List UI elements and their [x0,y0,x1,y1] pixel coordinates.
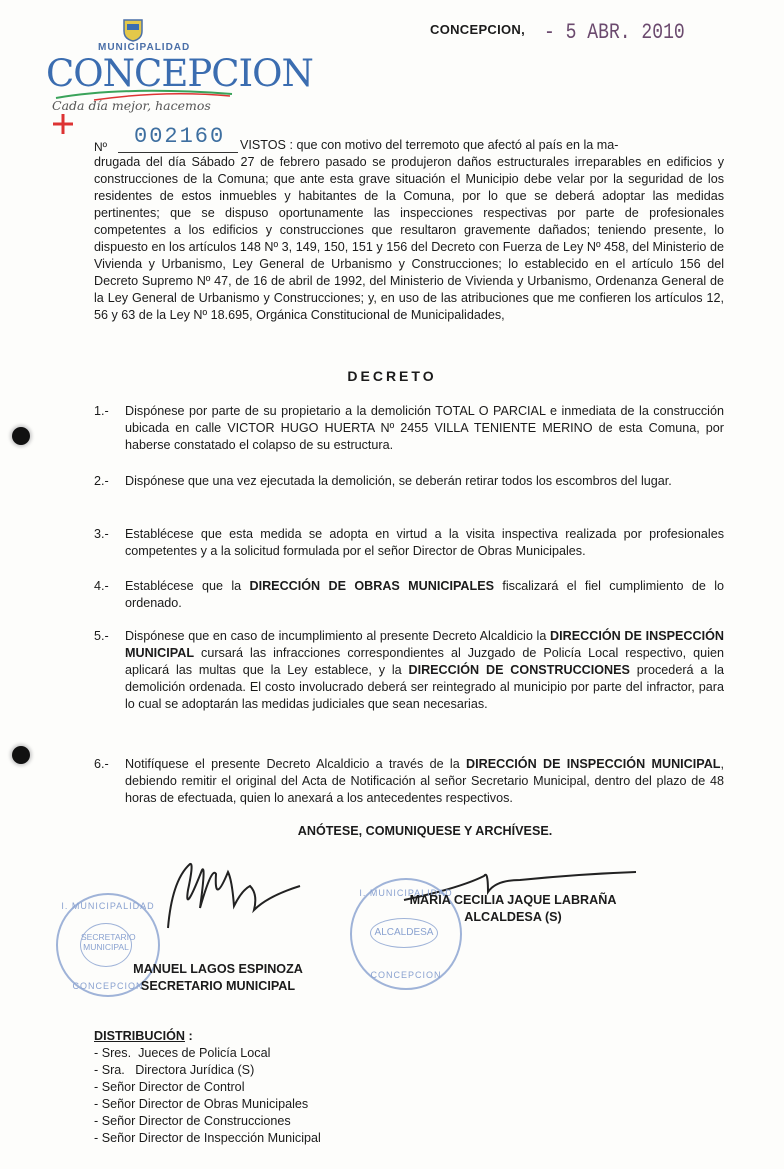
decree-item-text [125,578,724,612]
mayor-name: MARIA CECILIA JAQUE LABRAÑA [409,893,617,907]
decree-item-fragment: Establécese que esta medida se adopta en virtud a la visita inspectiva realizada por profesionales competentes y a la solicitud formulada por el señor Director de Obras Municipales. [125,527,724,558]
decree-number-label: Nº [94,140,108,154]
decree-item-number: 2.- [94,474,109,488]
decree-number-underline [118,152,238,153]
decree-item-number: 6.- [94,757,109,771]
decree-item [94,628,724,713]
logo-city-name: CONCEPCION [46,52,313,95]
secretary-name: MANUEL LAGOS ESPINOZA [133,962,303,976]
decree-item-fragment: , debiendo remitir el original del Acta de Notificación al señor Secretario Municipal, dentro del plazo de 48 horas de efectuada, quien lo anexará a los antecedentes respectivos. [125,757,725,805]
mayor-title: ALCALDESA (S) [464,910,562,924]
secretary-title: SECRETARIO MUNICIPAL [140,979,296,993]
decree-item-text [125,473,724,490]
decree-item [94,756,724,807]
logo-municipality-text: MUNICIPALIDAD [98,42,191,53]
distribution-item: - Sra. Directora Jurídica (S) [94,1063,255,1077]
decree-item-text [125,628,724,713]
decree-item-number: 1.- [94,404,109,418]
decree-item-fragment: procederá a la demolición ordenada. El costo involucrado deberá ser reintegrado al municipio por parte del infractor, para lo cual se adoptarán las medidas judiciales que sean necesarias. [125,663,724,711]
stamp-ring-top: I. MUNICIPALIDAD [359,888,453,898]
distribution-title-text: DISTRIBUCIÓN [94,1029,185,1043]
decree-number: 002160 [134,124,226,149]
decree-item-emphasis: DIRECCIÓN DE OBRAS MUNICIPALES [249,579,495,593]
vistos-paragraph: drugada del día Sábado 27 de febrero pasado se produjeron daños estructurales irreparables en edificios y construcciones de la Comuna; que ante esta grave situación el Municipio debe velar por la seguridad de los residentes de estos inmuebles y habitantes de la Comuna, por lo que se deberá adoptar las medidas pertinentes; que se dispuso oportunamente las inspecciones respectivas por parte de profesionales competentes a los edificios y construcciones que resultaron gravemente dañados; teniendo presente, lo dispuesto en los artículos 148 Nº 3, 149, 150, 151 y 156 del Decreto con Fuerza de Ley Nº 458, del Ministerio de Vivienda y Urbanismo, Ley General de Urbanismo y Construcciones; lo establecido en el artículo 156 del Decreto Supremo Nº 47, de 16 de abril de 1992, del Ministerio de Vivienda y Urbanismo, Ordenanza General de la Ley General de Urbanismo y Construcciones; y, en uso de las atribuciones que me confieren los artículos 12, 56 y 63 de la Ley Nº 18.695, Orgánica Constitucional de Municipalidades, [94,155,724,322]
distribution-list [94,1045,321,1147]
vistos-first-line: VISTOS : que con motivo del terremoto que afectó al país en la ma- [240,138,619,152]
decree-item [94,578,724,612]
stamp-ring-top: I. MUNICIPALIDAD [61,901,155,911]
plus-cross-icon [52,113,74,135]
distribution-title [94,1029,193,1043]
distribution-title-colon: : [188,1029,193,1043]
document-city: CONCEPCION, [430,22,526,37]
decree-item-number: 4.- [94,579,109,593]
coat-of-arms-icon [122,18,144,42]
distribution-item: - Señor Director de Control [94,1080,245,1094]
decree-item [94,526,724,560]
decree-item-emphasis: DIRECCIÓN DE INSPECCIÓN MUNICIPAL [125,629,724,660]
decree-item-emphasis: DIRECCIÓN DE INSPECCIÓN MUNICIPAL [466,757,721,771]
decree-heading: DECRETO [347,368,437,384]
decree-item-text [125,526,724,560]
decree-item-fragment: Establécese que la [125,579,250,593]
decree-item-fragment: Dispónese que en caso de incumplimiento al presente Decreto Alcaldicio la [125,629,551,643]
punch-hole [12,746,30,764]
stamp-center: ALCALDESA [370,918,438,948]
secretary-signature-icon [150,850,310,940]
distribution-item: - Señor Director de Inspección Municipal [94,1131,321,1145]
stamp-center: SECRETARIO MUNICIPAL [80,923,132,967]
distribution-item: - Sres. Jueces de Policía Local [94,1046,271,1060]
date-stamp: - 5 ABR. 2010 [544,20,685,45]
secretary-signature-block [118,961,318,995]
stamp-ring-bottom: CONCEPCION [370,970,442,980]
distribution-item: - Señor Director de Obras Municipales [94,1097,309,1111]
decree-item-fragment: cursará las infracciones correspondientes al Juzgado de Policía Local respectivo, quien aplicará las multas que la Ley establece, y la [125,646,724,677]
decree-item-fragment: Dispónese que una vez ejecutada la demolición, se deberán retirar todos los escombros del lugar. [125,474,672,488]
punch-hole [12,427,30,445]
decree-item [94,473,724,490]
municipality-logo [46,18,313,128]
decree-item-emphasis: DIRECCIÓN DE CONSTRUCCIONES [408,663,630,677]
decree-item-number: 5.- [94,629,109,643]
stamp-ring-bottom: CONCEPCION [72,981,144,991]
decree-item [94,403,724,454]
decree-item-text [125,756,724,807]
decree-item-fragment: Notifíquese el presente Decreto Alcaldicio a través de la [125,757,467,771]
logo-slogan: Cada día mejor, hacemos [52,98,236,135]
decree-item-text [125,403,724,454]
closing-formula: ANÓTESE, COMUNIQUESE Y ARCHÍVESE. [297,824,553,838]
decree-item-number: 3.- [94,527,109,541]
decree-item-fragment: fiscalizará el fiel cumplimiento de lo ordenado. [125,579,725,610]
distribution-item: - Señor Director de Construcciones [94,1114,291,1128]
mayor-signature-block [388,892,638,926]
decree-item-fragment: Dispónese por parte de su propietario a la demolición TOTAL O PARCIAL e inmediata de la construcción ubicada en calle VICTOR HUGO HUERTA Nº 2455 VILLA TENIENTE MERINO de esta Comuna, por haberse constatado el colapso de su estructura. [125,404,724,452]
